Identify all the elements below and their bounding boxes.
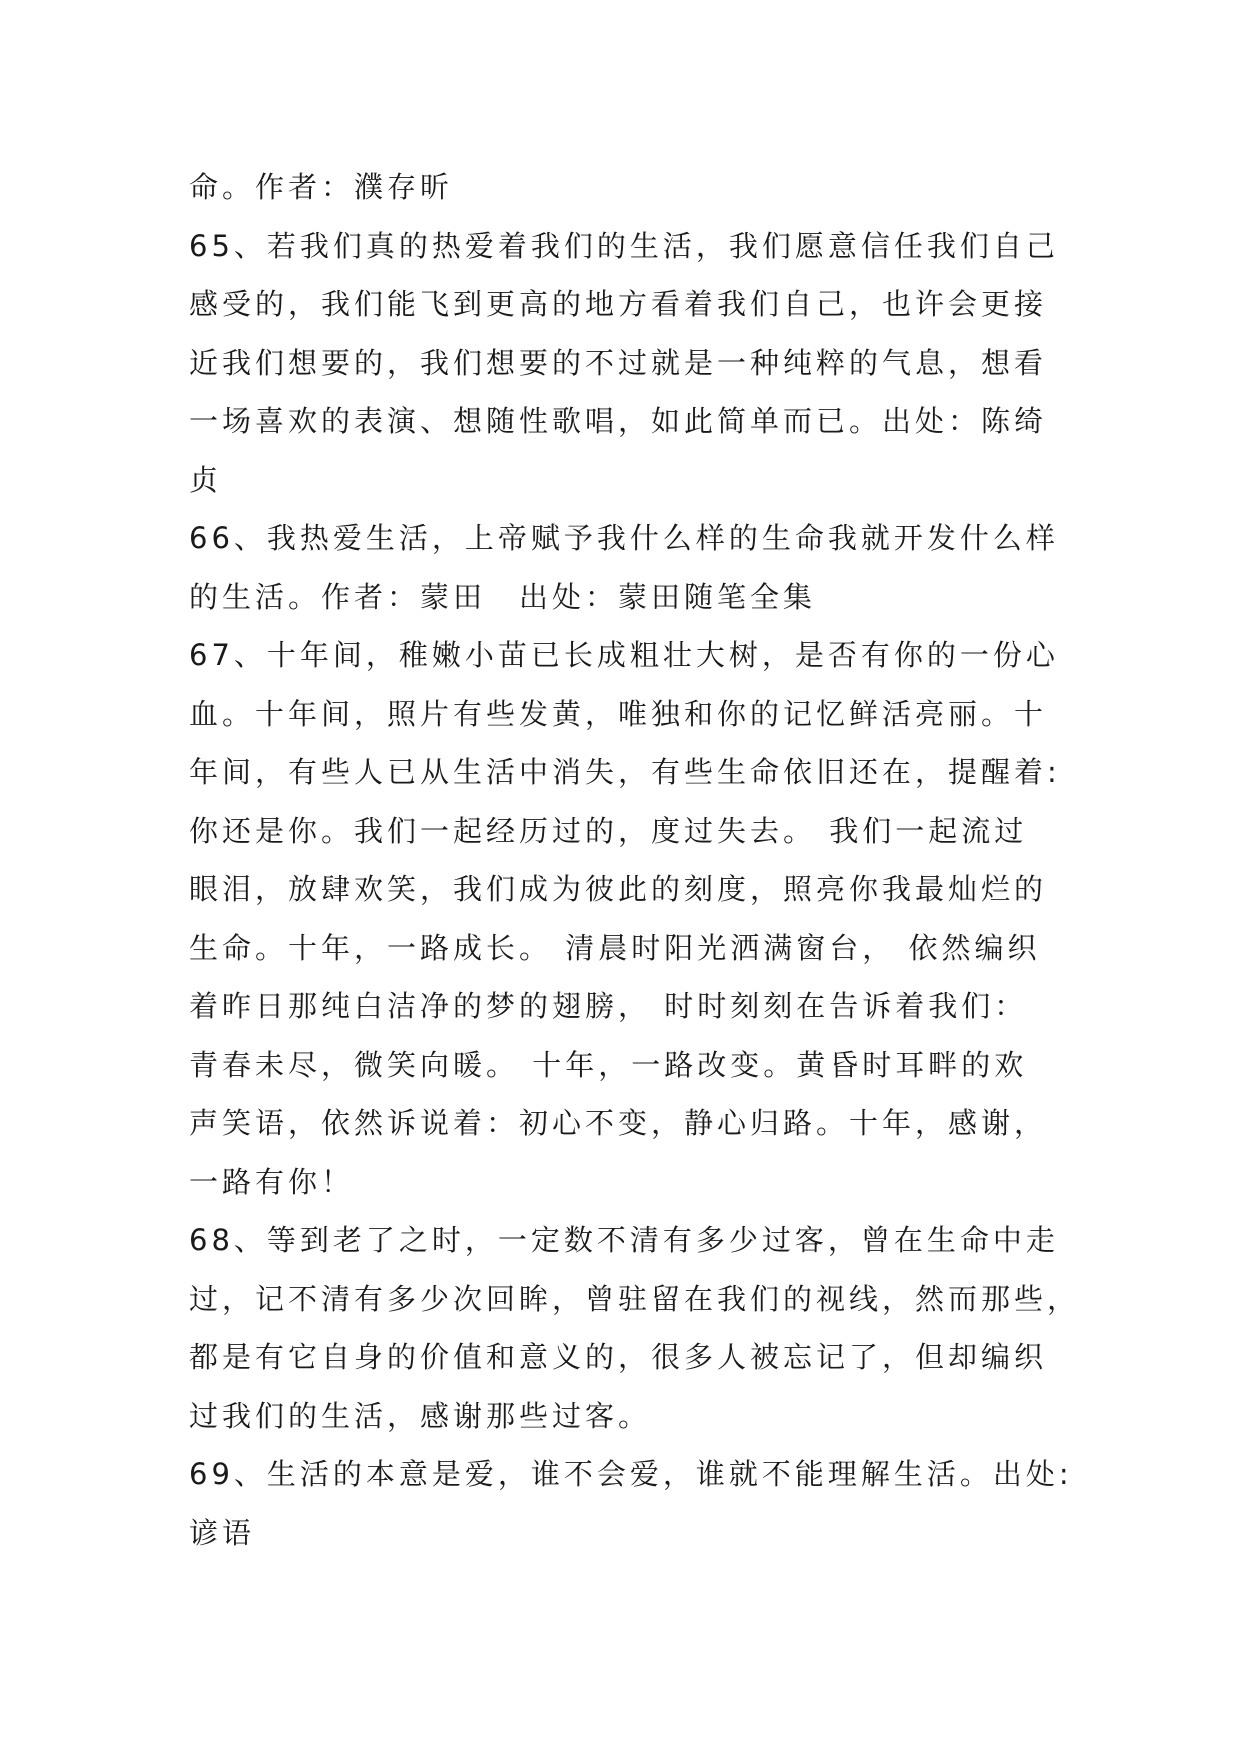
text-line: 谚语 bbox=[189, 1515, 256, 1550]
text-line: 68、等到老了之时，一定数不清有多少过客，曾在生命中走 bbox=[189, 1223, 1059, 1257]
text-line: 生命。十年，一路成长。 清晨时阳光洒满窗台， 依然编织 bbox=[189, 930, 1041, 965]
text-line: 一场喜欢的表演、想随性歌唱，如此简单而已。出处：陈绮 bbox=[189, 404, 1048, 438]
text-line: 的生活。作者：蒙田 出处：蒙田随笔全集 bbox=[189, 579, 817, 614]
text-line: 过，记不清有多少次回眸，曾驻留在我们的视线，然而那些， bbox=[189, 1281, 1081, 1316]
text-line: 66、我热爱生活，上帝赋予我什么样的生命我就开发什么样 bbox=[189, 521, 1059, 555]
text-line: 都是有它自身的价值和意义的，很多人被忘记了，但却编织 bbox=[189, 1340, 1048, 1374]
text-line: 67、十年间，稚嫩小苗已长成粗壮大树，是否有你的一份心 bbox=[189, 638, 1059, 672]
text-line: 感受的，我们能飞到更高的地方看着我们自己，也许会更接 bbox=[189, 287, 1048, 321]
text-line: 你还是你。我们一起经历过的，度过失去。 我们一起流过 bbox=[189, 813, 1028, 848]
text-line: 过我们的生活，感谢那些过客。 bbox=[189, 1398, 652, 1433]
text-line: 命。作者：濮存昕 bbox=[189, 170, 454, 204]
text-line: 血。十年间，照片有些发黄，唯独和你的记忆鲜活亮丽。十 bbox=[189, 696, 1048, 731]
text-line: 65、若我们真的热爱着我们的生活，我们愿意信任我们自己 bbox=[189, 228, 1059, 263]
text-line: 69、生活的本意是爱，谁不会爱，谁就不能理解生活。出处: bbox=[189, 1457, 1073, 1491]
text-line: 年间，有些人已从生活中消失，有些生命依旧还在，提醒着: bbox=[189, 755, 1061, 789]
text-line: 着昨日那纯白洁净的梦的翅膀， 时时刻刻在告诉着我们： bbox=[189, 989, 1028, 1023]
text-line: 一路有你！ bbox=[189, 1164, 355, 1199]
text-line: 声笑语，依然诉说着：初心不变，静心归路。十年，感谢， bbox=[189, 1106, 1048, 1140]
text-line: 青春未尽，微笑向暖。 十年，一路改变。黄昏时耳畔的欢 bbox=[189, 1047, 1028, 1082]
text-line: 眼泪，放肆欢笑，我们成为彼此的刻度，照亮你我最灿烂的 bbox=[189, 872, 1048, 906]
text-line: 贞 bbox=[189, 462, 223, 497]
text-line: 近我们想要的，我们想要的不过就是一种纯粹的气息，想看 bbox=[189, 345, 1048, 380]
document-body bbox=[189, 158, 1081, 1562]
